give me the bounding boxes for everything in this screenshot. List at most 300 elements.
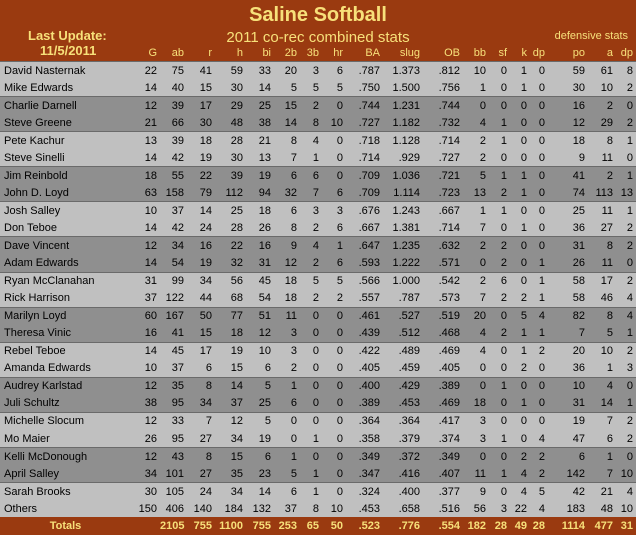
stat-cell: .750	[346, 79, 383, 97]
stat-cell: .453	[346, 500, 383, 517]
stat-cell: 0	[322, 430, 346, 448]
stat-cell: 2	[489, 325, 510, 343]
stat-cell: .417	[423, 412, 463, 430]
stat-cell: 183	[548, 500, 588, 517]
stat-cell: 3	[274, 325, 300, 343]
stat-cell: 74	[548, 184, 588, 202]
column-header: OB	[423, 44, 463, 62]
stat-cell: 0	[530, 377, 548, 395]
stat-cell: 0	[463, 377, 489, 395]
stat-cell: .714	[423, 219, 463, 237]
stat-cell: 1	[510, 167, 530, 185]
table-row	[0, 237, 636, 255]
stat-cell: 4	[300, 132, 322, 150]
stat-cell: 0	[616, 448, 636, 466]
stat-cell: 11	[588, 255, 616, 273]
stat-cell: 3	[274, 342, 300, 360]
stat-cell: 50	[187, 307, 215, 325]
player-name: Audrey Karlstad	[0, 377, 130, 395]
stat-cell: 0	[530, 219, 548, 237]
stat-cell: 47	[548, 430, 588, 448]
stat-cell: 30	[548, 79, 588, 97]
stat-cell: .593	[346, 255, 383, 273]
stat-cell: 19	[187, 255, 215, 273]
stat-cell: 12	[246, 325, 274, 343]
stat-cell: 0	[489, 342, 510, 360]
stat-cell: 1	[616, 395, 636, 413]
stat-cell: 14	[130, 342, 160, 360]
stat-cell: 2	[530, 465, 548, 483]
stat-cell: 56	[215, 272, 246, 290]
stat-cell: 27	[187, 430, 215, 448]
stat-cell: .557	[346, 290, 383, 308]
stat-cell: 29	[588, 114, 616, 132]
stat-cell: 33	[160, 412, 187, 430]
stat-cell: 14	[246, 79, 274, 97]
stat-cell: 1	[489, 430, 510, 448]
table-row	[0, 465, 636, 483]
stat-cell: 40	[160, 79, 187, 97]
stat-cell: 0	[530, 184, 548, 202]
stat-cell: 36	[548, 360, 588, 378]
stat-cell: 12	[274, 255, 300, 273]
stat-cell: 1	[322, 237, 346, 255]
stat-cell: 5	[588, 325, 616, 343]
totals-cell: 1114	[548, 517, 588, 535]
stat-cell: 0	[322, 448, 346, 466]
stat-cell: 5	[300, 272, 322, 290]
stat-cell: 1	[489, 202, 510, 220]
table-row	[0, 412, 636, 430]
stat-cell: 8	[274, 132, 300, 150]
table-row	[0, 184, 636, 202]
stat-cell: .400	[383, 483, 423, 501]
stat-cell: 0	[489, 219, 510, 237]
stat-cell: .667	[346, 219, 383, 237]
stat-cell: 17	[187, 342, 215, 360]
stat-cell: .324	[346, 483, 383, 501]
stat-cell: 38	[130, 395, 160, 413]
stat-cell: 19	[215, 342, 246, 360]
stat-cell: 1.000	[383, 272, 423, 290]
stat-cell: 56	[463, 500, 489, 517]
stat-cell: 0	[530, 79, 548, 97]
table-row	[0, 272, 636, 290]
stat-cell: 2	[616, 219, 636, 237]
stat-cell: 0	[530, 237, 548, 255]
stat-cell: 18	[215, 325, 246, 343]
stat-cell: .405	[346, 360, 383, 378]
stat-cell: 1	[530, 255, 548, 273]
stat-cell: .512	[383, 325, 423, 343]
stats-table	[0, 44, 636, 535]
stat-cell: 4	[616, 307, 636, 325]
stat-cell: 4	[530, 307, 548, 325]
stat-cell: 1.381	[383, 219, 423, 237]
stat-cell: 16	[246, 237, 274, 255]
stat-cell: 10	[322, 500, 346, 517]
stat-cell: 2	[616, 114, 636, 132]
stat-cell: .489	[383, 342, 423, 360]
stat-cell: 39	[160, 97, 187, 115]
stat-cell: 30	[187, 114, 215, 132]
stat-cell: 34	[160, 237, 187, 255]
stat-cell: 30	[215, 149, 246, 167]
stat-cell: 0	[300, 307, 322, 325]
stat-cell: 2	[588, 97, 616, 115]
stat-cell: 0	[489, 360, 510, 378]
stat-cell: 0	[489, 307, 510, 325]
stat-cell: 41	[187, 62, 215, 80]
column-header: bb	[463, 44, 489, 62]
stat-cell: 132	[246, 500, 274, 517]
stat-cell: 14	[246, 483, 274, 501]
stat-cell: 13	[246, 149, 274, 167]
stat-cell: 9	[548, 149, 588, 167]
last-update-label: Last Update:	[28, 28, 107, 43]
stat-cell: 1	[616, 167, 636, 185]
stat-cell: 1	[510, 395, 530, 413]
stat-cell: 10	[616, 465, 636, 483]
stat-cell: 0	[300, 412, 322, 430]
totals-cell: 50	[322, 517, 346, 535]
stat-cell: 1	[300, 430, 322, 448]
stat-cell: 1	[588, 360, 616, 378]
stat-cell: 0	[530, 167, 548, 185]
column-header: dp	[616, 44, 636, 62]
stat-cell: 7	[588, 412, 616, 430]
stat-cell: 34	[187, 395, 215, 413]
stat-cell: 12	[130, 237, 160, 255]
stat-cell: 22	[130, 62, 160, 80]
stat-cell: 23	[246, 465, 274, 483]
stat-cell: 12	[130, 377, 160, 395]
stat-cell: .389	[423, 377, 463, 395]
column-header: dp	[530, 44, 548, 62]
player-name: Ryan McClanahan	[0, 272, 130, 290]
stat-cell: 184	[215, 500, 246, 517]
stat-cell: 0	[322, 149, 346, 167]
stat-cell: 14	[130, 79, 160, 97]
stat-cell: 7	[187, 412, 215, 430]
player-name: Josh Salley	[0, 202, 130, 220]
stat-cell: 2	[463, 149, 489, 167]
stat-cell: 1.243	[383, 202, 423, 220]
stat-cell: 1	[530, 325, 548, 343]
stat-cell: 17	[187, 97, 215, 115]
stat-cell: 0	[463, 448, 489, 466]
stat-cell: 0	[489, 149, 510, 167]
stat-cell: 0	[530, 360, 548, 378]
stat-cell: 15	[215, 448, 246, 466]
stat-cell: 2	[489, 184, 510, 202]
stat-cell: 1	[489, 465, 510, 483]
column-header: hr	[322, 44, 346, 62]
table-row	[0, 360, 636, 378]
player-name: Steve Sinelli	[0, 149, 130, 167]
stat-cell: 29	[215, 97, 246, 115]
stat-cell: 61	[588, 62, 616, 80]
stat-cell: 34	[130, 465, 160, 483]
stat-cell: 6	[274, 483, 300, 501]
stat-cell: 19	[548, 412, 588, 430]
stat-cell: .422	[346, 342, 383, 360]
stat-cell: 18	[130, 167, 160, 185]
stat-cell: .527	[383, 307, 423, 325]
stat-cell: 0	[616, 149, 636, 167]
stat-cell: 66	[160, 114, 187, 132]
stat-cell: 5	[300, 79, 322, 97]
table-row	[0, 202, 636, 220]
stat-cell: 11	[274, 307, 300, 325]
stat-cell: 1	[300, 149, 322, 167]
totals-row	[0, 517, 636, 535]
stat-cell: 41	[160, 325, 187, 343]
stat-cell: 2	[300, 255, 322, 273]
player-name: John D. Loyd	[0, 184, 130, 202]
stat-cell: .573	[423, 290, 463, 308]
stat-cell: .714	[423, 132, 463, 150]
stat-cell: 1	[530, 272, 548, 290]
stat-cell: 5	[463, 167, 489, 185]
stat-cell: 14	[215, 377, 246, 395]
stat-cell: .364	[383, 412, 423, 430]
stat-cell: 35	[160, 377, 187, 395]
stat-cell: .709	[346, 184, 383, 202]
stat-cell: 1	[530, 290, 548, 308]
stat-cell: .723	[423, 184, 463, 202]
column-header: sf	[489, 44, 510, 62]
column-header: a	[588, 44, 616, 62]
table-row	[0, 79, 636, 97]
stat-cell: 45	[246, 272, 274, 290]
stat-cell: 6	[322, 219, 346, 237]
stat-cell: 21	[130, 114, 160, 132]
stat-cell: 1.114	[383, 184, 423, 202]
stat-cell: 0	[510, 412, 530, 430]
totals-cell: 31	[616, 517, 636, 535]
stat-cell: 21	[588, 483, 616, 501]
stat-cell: 8	[300, 500, 322, 517]
stat-cell: 1	[300, 465, 322, 483]
stat-cell: 0	[510, 149, 530, 167]
stat-cell: 0	[510, 430, 530, 448]
stat-cell: 31	[246, 255, 274, 273]
stat-cell: .744	[346, 97, 383, 115]
stat-cell: 25	[215, 202, 246, 220]
stat-cell: 17	[588, 272, 616, 290]
stat-cell: 0	[489, 395, 510, 413]
stat-cell: .439	[346, 325, 383, 343]
stat-cell: 8	[588, 132, 616, 150]
stat-cell: 25	[246, 395, 274, 413]
totals-cell: 755	[187, 517, 215, 535]
stat-cell: 21	[246, 132, 274, 150]
totals-cell: 28	[489, 517, 510, 535]
stat-cell: 2	[489, 290, 510, 308]
stat-cell: 7	[274, 149, 300, 167]
stat-cell: .364	[346, 412, 383, 430]
stat-cell: 13	[616, 184, 636, 202]
stat-cell: .461	[346, 307, 383, 325]
stat-cell: 94	[246, 184, 274, 202]
totals-cell: .776	[383, 517, 423, 535]
player-name: Mike Edwards	[0, 79, 130, 97]
player-name: Dave Vincent	[0, 237, 130, 255]
stat-cell: 6	[322, 62, 346, 80]
stat-cell: 1	[510, 325, 530, 343]
stat-cell: 4	[616, 483, 636, 501]
column-header: slug	[383, 44, 423, 62]
stat-cell: 3	[463, 412, 489, 430]
player-name: Juli Schultz	[0, 395, 130, 413]
totals-cell: 1100	[215, 517, 246, 535]
column-header: 3b	[300, 44, 322, 62]
stat-cell: 16	[130, 325, 160, 343]
stat-cell: 2	[510, 290, 530, 308]
stat-cell: 2	[274, 360, 300, 378]
table-row	[0, 342, 636, 360]
stat-cell: 2	[616, 430, 636, 448]
stat-cell: 1.182	[383, 114, 423, 132]
player-name: April Salley	[0, 465, 130, 483]
stat-cell: 41	[548, 167, 588, 185]
stat-cell: .374	[423, 430, 463, 448]
stat-cell: 44	[187, 290, 215, 308]
stat-cell: 1	[274, 448, 300, 466]
player-name: Rick Harrison	[0, 290, 130, 308]
stat-cell: 2	[510, 360, 530, 378]
stat-cell: 46	[588, 290, 616, 308]
column-header	[0, 44, 130, 62]
stat-cell: 0	[510, 132, 530, 150]
stat-cell: 1	[616, 202, 636, 220]
column-header: r	[187, 44, 215, 62]
stat-cell: 1	[300, 483, 322, 501]
stat-cell: 82	[548, 307, 588, 325]
stat-cell: 75	[160, 62, 187, 80]
stat-cell: 13	[130, 132, 160, 150]
stat-cell: 22	[215, 237, 246, 255]
totals-cell: 477	[588, 517, 616, 535]
stat-cell: 18	[187, 132, 215, 150]
stat-cell: 20	[274, 62, 300, 80]
stat-cell: 2	[616, 342, 636, 360]
stats-table-body	[0, 62, 636, 535]
column-header: G	[130, 44, 160, 62]
stat-cell: 20	[548, 342, 588, 360]
stat-cell: 26	[130, 430, 160, 448]
stat-cell: 8	[300, 114, 322, 132]
stat-cell: 4	[616, 290, 636, 308]
stat-cell: 7	[463, 290, 489, 308]
stat-cell: 0	[530, 114, 548, 132]
stat-cell: 0	[510, 202, 530, 220]
stat-cell: 3	[300, 62, 322, 80]
stat-cell: 0	[530, 132, 548, 150]
stat-cell: 150	[130, 500, 160, 517]
stat-cell: 2	[489, 255, 510, 273]
table-row	[0, 325, 636, 343]
stat-cell: 24	[187, 219, 215, 237]
stat-cell: 5	[510, 307, 530, 325]
stat-cell: 2	[489, 237, 510, 255]
stat-cell: .812	[423, 62, 463, 80]
stat-cell: 42	[160, 149, 187, 167]
stat-cell: 60	[130, 307, 160, 325]
column-header: h	[215, 44, 246, 62]
stat-cell: 6	[489, 272, 510, 290]
stat-cell: 58	[548, 290, 588, 308]
table-row	[0, 483, 636, 501]
stat-cell: 0	[510, 237, 530, 255]
totals-cell: 253	[274, 517, 300, 535]
stat-cell: 15	[187, 79, 215, 97]
stat-cell: 30	[130, 483, 160, 501]
stat-cell: 63	[130, 184, 160, 202]
stat-cell: 42	[160, 219, 187, 237]
stat-cell: .787	[383, 290, 423, 308]
defensive-stats-label: defensive stats	[555, 30, 628, 42]
stat-cell: 3	[489, 500, 510, 517]
table-row	[0, 97, 636, 115]
stat-cell: 0	[489, 483, 510, 501]
stat-cell: .416	[383, 465, 423, 483]
stat-cell: 2	[616, 237, 636, 255]
stat-cell: 7	[588, 465, 616, 483]
stat-cell: 0	[322, 360, 346, 378]
stat-cell: 2	[530, 448, 548, 466]
column-header: po	[548, 44, 588, 62]
stat-cell: 25	[548, 202, 588, 220]
stat-cell: .349	[423, 448, 463, 466]
stat-cell: 48	[588, 500, 616, 517]
stat-cell: 0	[322, 97, 346, 115]
stat-cell: 0	[322, 342, 346, 360]
stat-cell: 0	[530, 62, 548, 80]
stat-cell: 2	[616, 79, 636, 97]
stat-cell: 59	[215, 62, 246, 80]
player-name: Charlie Darnell	[0, 97, 130, 115]
stat-cell: 6	[246, 448, 274, 466]
stat-cell: 0	[274, 430, 300, 448]
stat-cell: 1.231	[383, 97, 423, 115]
stat-cell: 37	[160, 202, 187, 220]
stat-cell: .647	[346, 237, 383, 255]
table-row	[0, 62, 636, 80]
stat-cell: 2	[616, 412, 636, 430]
stat-cell: 77	[215, 307, 246, 325]
totals-cell: 182	[463, 517, 489, 535]
table-row	[0, 290, 636, 308]
stat-cell: 14	[130, 149, 160, 167]
stat-cell: 59	[548, 62, 588, 80]
stat-cell: .377	[423, 483, 463, 501]
stat-cell: .379	[383, 430, 423, 448]
stat-cell: 12	[215, 412, 246, 430]
stat-cell: 37	[160, 360, 187, 378]
stat-cell: .429	[383, 377, 423, 395]
totals-cell: 28	[530, 517, 548, 535]
table-row	[0, 219, 636, 237]
stat-cell: 5	[322, 272, 346, 290]
column-header-row	[0, 44, 636, 62]
stat-cell: 5	[274, 79, 300, 97]
stat-cell: 19	[246, 430, 274, 448]
stat-cell: 105	[160, 483, 187, 501]
stat-cell: 2	[300, 219, 322, 237]
stat-cell: 16	[548, 97, 588, 115]
